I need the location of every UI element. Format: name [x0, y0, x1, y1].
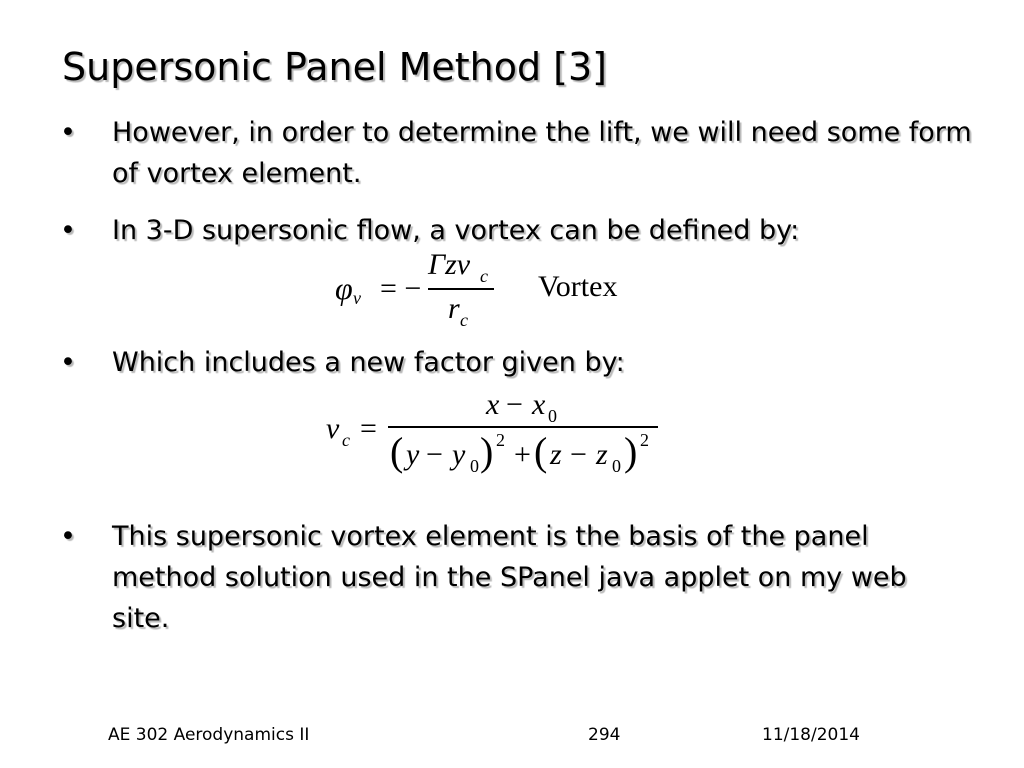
bullet-item [60, 516, 960, 639]
numerator-minus: − [506, 388, 523, 421]
den-term1-subscript: 0 [470, 456, 479, 476]
den-plus: + [514, 438, 531, 471]
paren-close: ) [624, 429, 638, 474]
bullet-text: In 3-D supersonic flow, a vortex can be defined by: [112, 215, 800, 246]
bullet-item [60, 210, 960, 251]
equation-numerator-subscript: c [480, 266, 488, 286]
equation-operator: = [360, 412, 377, 445]
den-term2-b: z [596, 438, 608, 471]
equation-lhs-subscript: v [353, 288, 361, 308]
den-term2-minus: − [570, 438, 587, 471]
den-exponent: 2 [640, 430, 649, 450]
slide-title: Supersonic Panel Method [3] [62, 45, 608, 89]
den-term1-b: y [452, 438, 466, 471]
bullet-text: However, in order to determine the lift, we will need some form of vortex element. [112, 117, 972, 189]
den-term1-minus: − [426, 438, 443, 471]
vc-equation [320, 386, 670, 480]
numerator-x0-subscript: 0 [548, 406, 557, 426]
numerator-x0: x [532, 388, 546, 421]
numerator-x: x [486, 388, 500, 421]
vortex-equation [330, 248, 650, 338]
equation-lhs: v [326, 412, 340, 445]
paren-open: ( [390, 429, 404, 474]
equation-lhs-subscript: c [342, 430, 350, 450]
bullet-marker: • [60, 347, 76, 378]
paren-close: ) [480, 429, 494, 474]
footer-page-number: 294 [588, 725, 621, 745]
den-exponent: 2 [496, 430, 505, 450]
equation-denominator: r [448, 292, 460, 325]
paren-open: ( [534, 429, 548, 474]
bullet-text: This supersonic vortex element is the basis of the panel method solution used in the SPanel java applet on my web site. [112, 521, 907, 634]
fraction-bar [388, 426, 658, 428]
den-term1-var: y [406, 438, 420, 471]
bullet-item [60, 342, 960, 383]
den-term2-subscript: 0 [612, 456, 621, 476]
bullet-marker: • [60, 117, 76, 148]
bullet-marker: • [60, 215, 76, 246]
bullet-marker: • [60, 521, 76, 552]
equation-denominator-subscript: c [460, 310, 468, 330]
bullet-item [60, 112, 972, 194]
footer-course: AE 302 Aerodynamics II [108, 725, 310, 745]
equation-operator: = − [380, 272, 422, 305]
equation-numerator: Γzv [428, 248, 471, 281]
bullet-text: Which includes a new factor given by: [112, 347, 625, 378]
fraction-bar [428, 288, 494, 290]
equation-label: Vortex [538, 270, 618, 303]
den-term2-var: z [550, 438, 562, 471]
footer-date: 11/18/2014 [762, 725, 860, 745]
equation-lhs: φ [335, 270, 353, 306]
